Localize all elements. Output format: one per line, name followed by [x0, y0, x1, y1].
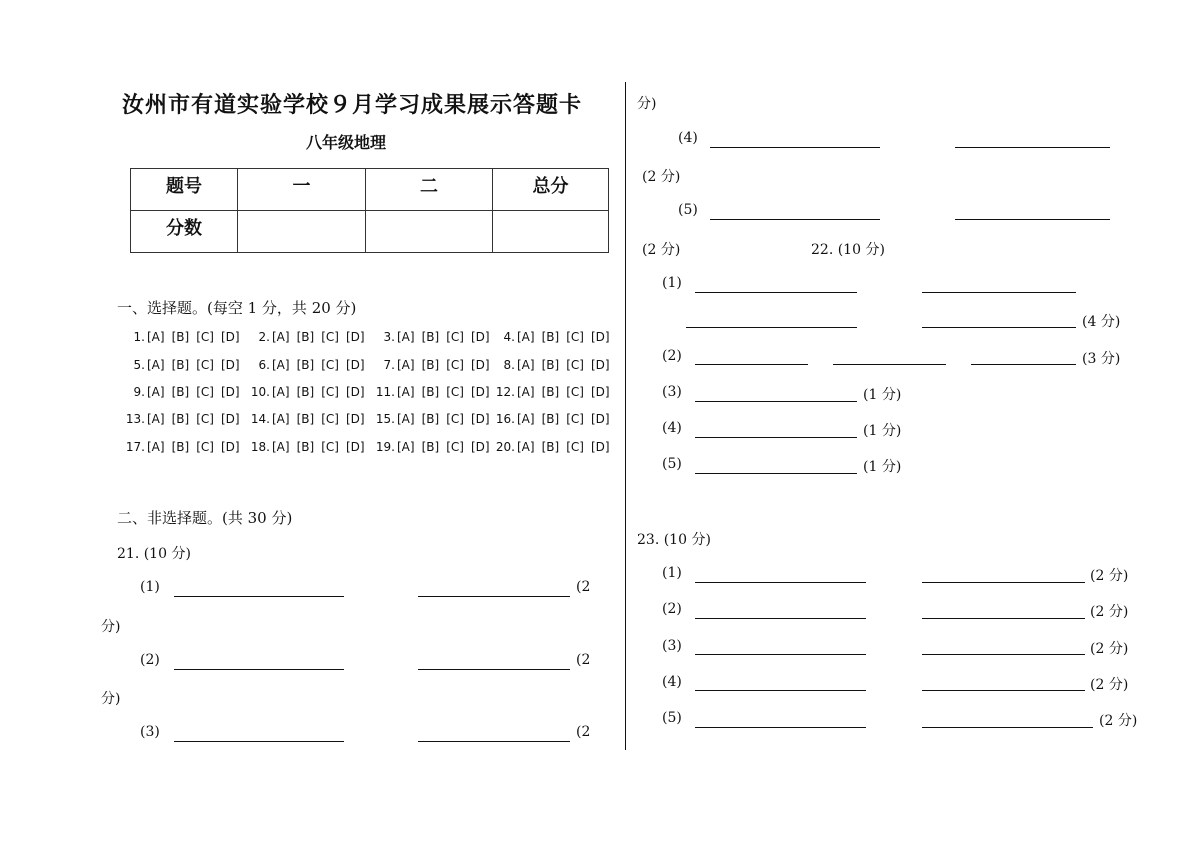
score-table-header-row — [131, 169, 609, 211]
mc-option-bubble[interactable]: [C] — [196, 358, 214, 372]
mc-option-bubble[interactable]: [C] — [196, 412, 214, 426]
mc-question-number: 13. — [125, 412, 145, 426]
mc-option-bubble[interactable]: [B] — [541, 358, 560, 372]
mc-question-number: 5. — [133, 358, 145, 372]
mc-question — [125, 358, 247, 372]
mc-option-bubble[interactable]: [B] — [296, 358, 315, 372]
q22-item-4-blank[interactable] — [695, 437, 857, 438]
mc-option-bubble[interactable]: [A] — [272, 385, 290, 399]
mc-option-bubble[interactable]: [D] — [590, 412, 610, 426]
mc-option-bubble[interactable]: [A] — [397, 412, 415, 426]
q23-label: 23. (10 分) — [637, 532, 711, 548]
q22-item-1-num: (1) — [662, 275, 682, 291]
q21-item-3-score-wrap: 分) — [637, 96, 657, 112]
q21-item-4-blank-a[interactable] — [710, 147, 880, 148]
mc-option-bubble[interactable]: [C] — [321, 358, 339, 372]
mc-question — [250, 440, 372, 454]
mc-option-bubble[interactable]: [D] — [220, 358, 240, 372]
mc-question — [125, 330, 247, 344]
q21-item-2-num: (2) — [140, 652, 160, 668]
mc-option-bubble[interactable]: [D] — [220, 440, 240, 454]
mc-option-bubble[interactable]: [A] — [517, 412, 535, 426]
mc-option-bubble[interactable]: [D] — [220, 412, 240, 426]
mc-option-bubble[interactable]: [B] — [171, 358, 190, 372]
mc-option-bubble[interactable]: [C] — [446, 330, 464, 344]
mc-question-number: 2. — [258, 330, 270, 344]
q21-item-4-blank-b[interactable] — [955, 147, 1110, 148]
q23-item-4-num: (4) — [662, 674, 682, 690]
q23-item-3-blank-a[interactable] — [695, 654, 866, 655]
mc-question — [125, 385, 247, 399]
q21-item-1-num: (1) — [140, 579, 160, 595]
score-table-input-cell[interactable] — [238, 211, 366, 253]
q22-item-2-num: (2) — [662, 348, 682, 364]
mc-option-bubble[interactable]: [C] — [446, 440, 464, 454]
mc-question-number: 17. — [125, 440, 145, 454]
q22-item-2-blank-c[interactable] — [971, 364, 1076, 365]
mc-question-number: 16. — [495, 412, 515, 426]
q23-item-1-blank-a[interactable] — [695, 582, 866, 583]
mc-option-bubble[interactable]: [D] — [470, 385, 490, 399]
q21-item-1-score: (2 — [576, 579, 591, 595]
q21-item-1-score-wrap: 分) — [101, 619, 121, 635]
q21-item-2-blank-b[interactable] — [418, 669, 570, 670]
q23-item-4-score: (2 分) — [1090, 677, 1129, 693]
score-table-label-score: 分数 — [166, 218, 202, 239]
q21-item-2-blank-a[interactable] — [174, 669, 344, 670]
mc-option-bubble[interactable]: [A] — [147, 412, 165, 426]
q21-item-3-blank-a[interactable] — [174, 741, 344, 742]
mc-question — [250, 385, 372, 399]
score-table-label-part1: 一 — [292, 176, 311, 197]
mc-option-bubble[interactable]: [D] — [345, 358, 365, 372]
mc-option-bubble[interactable]: [C] — [321, 330, 339, 344]
mc-option-bubble[interactable]: [A] — [397, 440, 415, 454]
mc-option-bubble[interactable]: [C] — [566, 412, 584, 426]
mc-question — [375, 385, 497, 399]
mc-option-bubble[interactable]: [D] — [345, 385, 365, 399]
mc-option-bubble[interactable]: [A] — [272, 358, 290, 372]
q21-item-4-score: (2 分) — [642, 169, 681, 185]
mc-option-bubble[interactable]: [C] — [566, 440, 584, 454]
q22-item-5-blank[interactable] — [695, 473, 857, 474]
q22-item-3-num: (3) — [662, 384, 682, 400]
mc-option-bubble[interactable]: [A] — [147, 358, 165, 372]
q22-item-4-score: (1 分) — [863, 423, 902, 439]
mc-option-bubble[interactable]: [B] — [421, 385, 440, 399]
q23-item-3-blank-b[interactable] — [922, 654, 1085, 655]
mc-question — [375, 358, 497, 372]
mc-question — [375, 412, 497, 426]
section2-title: 二、非选择题。(共 30 分) — [117, 509, 293, 527]
mc-option-bubble[interactable]: [B] — [541, 412, 560, 426]
mc-question-number: 11. — [375, 385, 395, 399]
mc-option-bubble[interactable]: [C] — [446, 412, 464, 426]
q23-item-4-blank-a[interactable] — [695, 690, 866, 691]
q23-item-5-blank-b[interactable] — [922, 727, 1093, 728]
mc-option-bubble[interactable]: [A] — [397, 330, 415, 344]
mc-option-bubble[interactable]: [A] — [272, 412, 290, 426]
q23-item-1-num: (1) — [662, 565, 682, 581]
mc-option-bubble[interactable]: [D] — [345, 412, 365, 426]
score-table-input-cell[interactable] — [493, 211, 609, 253]
mc-option-bubble[interactable]: [D] — [345, 440, 365, 454]
mc-option-bubble[interactable]: [A] — [517, 358, 535, 372]
q23-item-2-score: (2 分) — [1090, 604, 1129, 620]
mc-option-bubble[interactable]: [A] — [147, 385, 165, 399]
q22-item-2-blank-a[interactable] — [695, 364, 808, 365]
mc-question-number: 8. — [503, 358, 515, 372]
mc-option-bubble[interactable]: [B] — [421, 330, 440, 344]
mc-option-bubble[interactable]: [A] — [517, 385, 535, 399]
mc-question-number: 10. — [250, 385, 270, 399]
mc-option-bubble[interactable]: [B] — [541, 385, 560, 399]
mc-option-bubble[interactable]: [B] — [171, 440, 190, 454]
mc-option-bubble[interactable]: [C] — [446, 358, 464, 372]
mc-option-bubble[interactable]: [B] — [296, 385, 315, 399]
mc-option-bubble[interactable]: [B] — [296, 412, 315, 426]
mc-question — [495, 330, 617, 344]
score-table-score-row — [131, 211, 609, 253]
score-table-cell — [131, 169, 238, 211]
mc-option-bubble[interactable]: [B] — [171, 385, 190, 399]
mc-option-bubble[interactable]: [B] — [296, 440, 315, 454]
mc-option-bubble[interactable]: [C] — [566, 385, 584, 399]
score-table-cell — [366, 169, 493, 211]
mc-question-number: 6. — [258, 358, 270, 372]
q21-item-1-blank-b[interactable] — [418, 596, 570, 597]
mc-option-bubble[interactable]: [B] — [541, 440, 560, 454]
q22-item-1-blank-a[interactable] — [695, 292, 857, 293]
q23-item-2-num: (2) — [662, 601, 682, 617]
mc-question — [125, 440, 247, 454]
score-table — [130, 168, 609, 253]
q22-item-3-blank[interactable] — [695, 401, 857, 402]
mc-option-bubble[interactable]: [A] — [272, 330, 290, 344]
q23-item-5-num: (5) — [662, 710, 682, 726]
score-table-input-cell[interactable] — [366, 211, 493, 253]
mc-option-bubble[interactable]: [C] — [321, 385, 339, 399]
mc-option-bubble[interactable]: [D] — [470, 330, 490, 344]
mc-option-bubble[interactable]: [A] — [147, 440, 165, 454]
column-divider — [625, 82, 626, 750]
q22-item-5-num: (5) — [662, 456, 682, 472]
score-table-label-part2: 二 — [420, 176, 438, 197]
mc-question-number: 7. — [383, 358, 395, 372]
mc-question-number: 4. — [503, 330, 515, 344]
mc-option-bubble[interactable]: [A] — [147, 330, 165, 344]
q21-item-1-blank-a[interactable] — [174, 596, 344, 597]
mc-option-bubble[interactable]: [D] — [590, 358, 610, 372]
q21-item-2-score-wrap: 分) — [101, 691, 121, 707]
mc-question — [375, 330, 497, 344]
mc-option-bubble[interactable]: [B] — [421, 412, 440, 426]
mc-option-bubble[interactable]: [A] — [397, 358, 415, 372]
mc-question — [250, 358, 372, 372]
q21-item-5-blank-b[interactable] — [955, 219, 1110, 220]
q21-item-2-score: (2 — [576, 652, 591, 668]
mc-option-bubble[interactable]: [C] — [196, 330, 214, 344]
q22-item-1-score: (4 分) — [1082, 314, 1121, 330]
page-subtitle: 八年级地理 — [306, 133, 387, 152]
mc-option-bubble[interactable]: [A] — [272, 440, 290, 454]
mc-option-bubble[interactable]: [C] — [566, 358, 584, 372]
mc-option-bubble[interactable]: [D] — [590, 330, 610, 344]
mc-option-bubble[interactable]: [B] — [171, 412, 190, 426]
mc-option-bubble[interactable]: [D] — [220, 330, 240, 344]
mc-option-bubble[interactable]: [D] — [590, 440, 610, 454]
q22-item-4-num: (4) — [662, 420, 682, 436]
score-table-cell — [238, 169, 366, 211]
mc-question — [495, 385, 617, 399]
q22-item-1-blank-d[interactable] — [922, 327, 1076, 328]
mc-question-number: 18. — [250, 440, 270, 454]
q21-item-5-blank-a[interactable] — [710, 219, 880, 220]
mc-question-number: 20. — [495, 440, 515, 454]
mc-option-bubble[interactable]: [B] — [421, 358, 440, 372]
mc-option-bubble[interactable]: [B] — [421, 440, 440, 454]
q21-label: 21. (10 分) — [117, 546, 191, 562]
q23-item-1-blank-b[interactable] — [922, 582, 1085, 583]
mc-option-bubble[interactable]: [B] — [541, 330, 560, 344]
mc-option-bubble[interactable]: [B] — [296, 330, 315, 344]
q22-item-2-score: (3 分) — [1082, 351, 1121, 367]
section1-title: 一、选择题。(每空 1 分，共 20 分) — [117, 299, 357, 317]
mc-question — [495, 358, 617, 372]
mc-question-number: 9. — [133, 385, 145, 399]
q21-item-3-blank-b[interactable] — [418, 741, 570, 742]
q23-item-4-blank-b[interactable] — [922, 690, 1085, 691]
mc-question — [375, 440, 497, 454]
mc-option-bubble[interactable]: [D] — [470, 440, 490, 454]
mc-option-bubble[interactable]: [C] — [196, 385, 214, 399]
mc-question — [250, 412, 372, 426]
q23-item-2-blank-a[interactable] — [695, 618, 866, 619]
mc-option-bubble[interactable]: [D] — [345, 330, 365, 344]
mc-option-bubble[interactable]: [A] — [517, 330, 535, 344]
mc-question-number: 1. — [133, 330, 145, 344]
q23-item-5-score: (2 分) — [1099, 713, 1138, 729]
mc-question — [495, 440, 617, 454]
score-table-label-total: 总分 — [532, 176, 569, 197]
mc-option-bubble[interactable]: [C] — [321, 440, 339, 454]
mc-option-bubble[interactable]: [A] — [517, 440, 535, 454]
q21-item-5-score: (2 分) — [642, 242, 681, 258]
mc-option-bubble[interactable]: [B] — [171, 330, 190, 344]
mc-option-bubble[interactable]: [D] — [220, 385, 240, 399]
score-table-cell — [131, 211, 238, 253]
q21-item-3-score: (2 — [576, 724, 591, 740]
q23-item-5-blank-a[interactable] — [695, 727, 866, 728]
q23-item-3-score: (2 分) — [1090, 641, 1129, 657]
q22-item-1-blank-b[interactable] — [922, 292, 1076, 293]
mc-question-number: 19. — [375, 440, 395, 454]
mc-question-number: 12. — [495, 385, 515, 399]
q21-item-3-num: (3) — [140, 724, 160, 740]
q23-item-3-num: (3) — [662, 638, 682, 654]
q22-item-3-score: (1 分) — [863, 387, 902, 403]
mc-question — [495, 412, 617, 426]
mc-option-bubble[interactable]: [C] — [321, 412, 339, 426]
mc-question — [125, 412, 247, 426]
page-title: 汝州市有道实验学校９月学习成果展示答题卡 — [122, 93, 583, 118]
q21-item-4-num: (4) — [678, 130, 698, 146]
mc-option-bubble[interactable]: [C] — [446, 385, 464, 399]
mc-question-number: 15. — [375, 412, 395, 426]
mc-option-bubble[interactable]: [A] — [397, 385, 415, 399]
q22-item-5-score: (1 分) — [863, 459, 902, 475]
mc-option-bubble[interactable]: [D] — [470, 358, 490, 372]
score-table-cell — [493, 169, 609, 211]
mc-option-bubble[interactable]: [C] — [196, 440, 214, 454]
mc-question-number: 3. — [383, 330, 395, 344]
score-table-label-question: 题号 — [166, 176, 202, 197]
q23-item-1-score: (2 分) — [1090, 568, 1129, 584]
q22-label: 22. (10 分) — [811, 242, 885, 258]
mc-question-number: 14. — [250, 412, 270, 426]
mc-option-bubble[interactable]: [D] — [590, 385, 610, 399]
mc-question — [250, 330, 372, 344]
q22-item-2-blank-b[interactable] — [833, 364, 946, 365]
q23-item-2-blank-b[interactable] — [922, 618, 1085, 619]
mc-option-bubble[interactable]: [D] — [470, 412, 490, 426]
q22-item-1-blank-c[interactable] — [686, 327, 857, 328]
mc-option-bubble[interactable]: [C] — [566, 330, 584, 344]
q21-item-5-num: (5) — [678, 202, 698, 218]
